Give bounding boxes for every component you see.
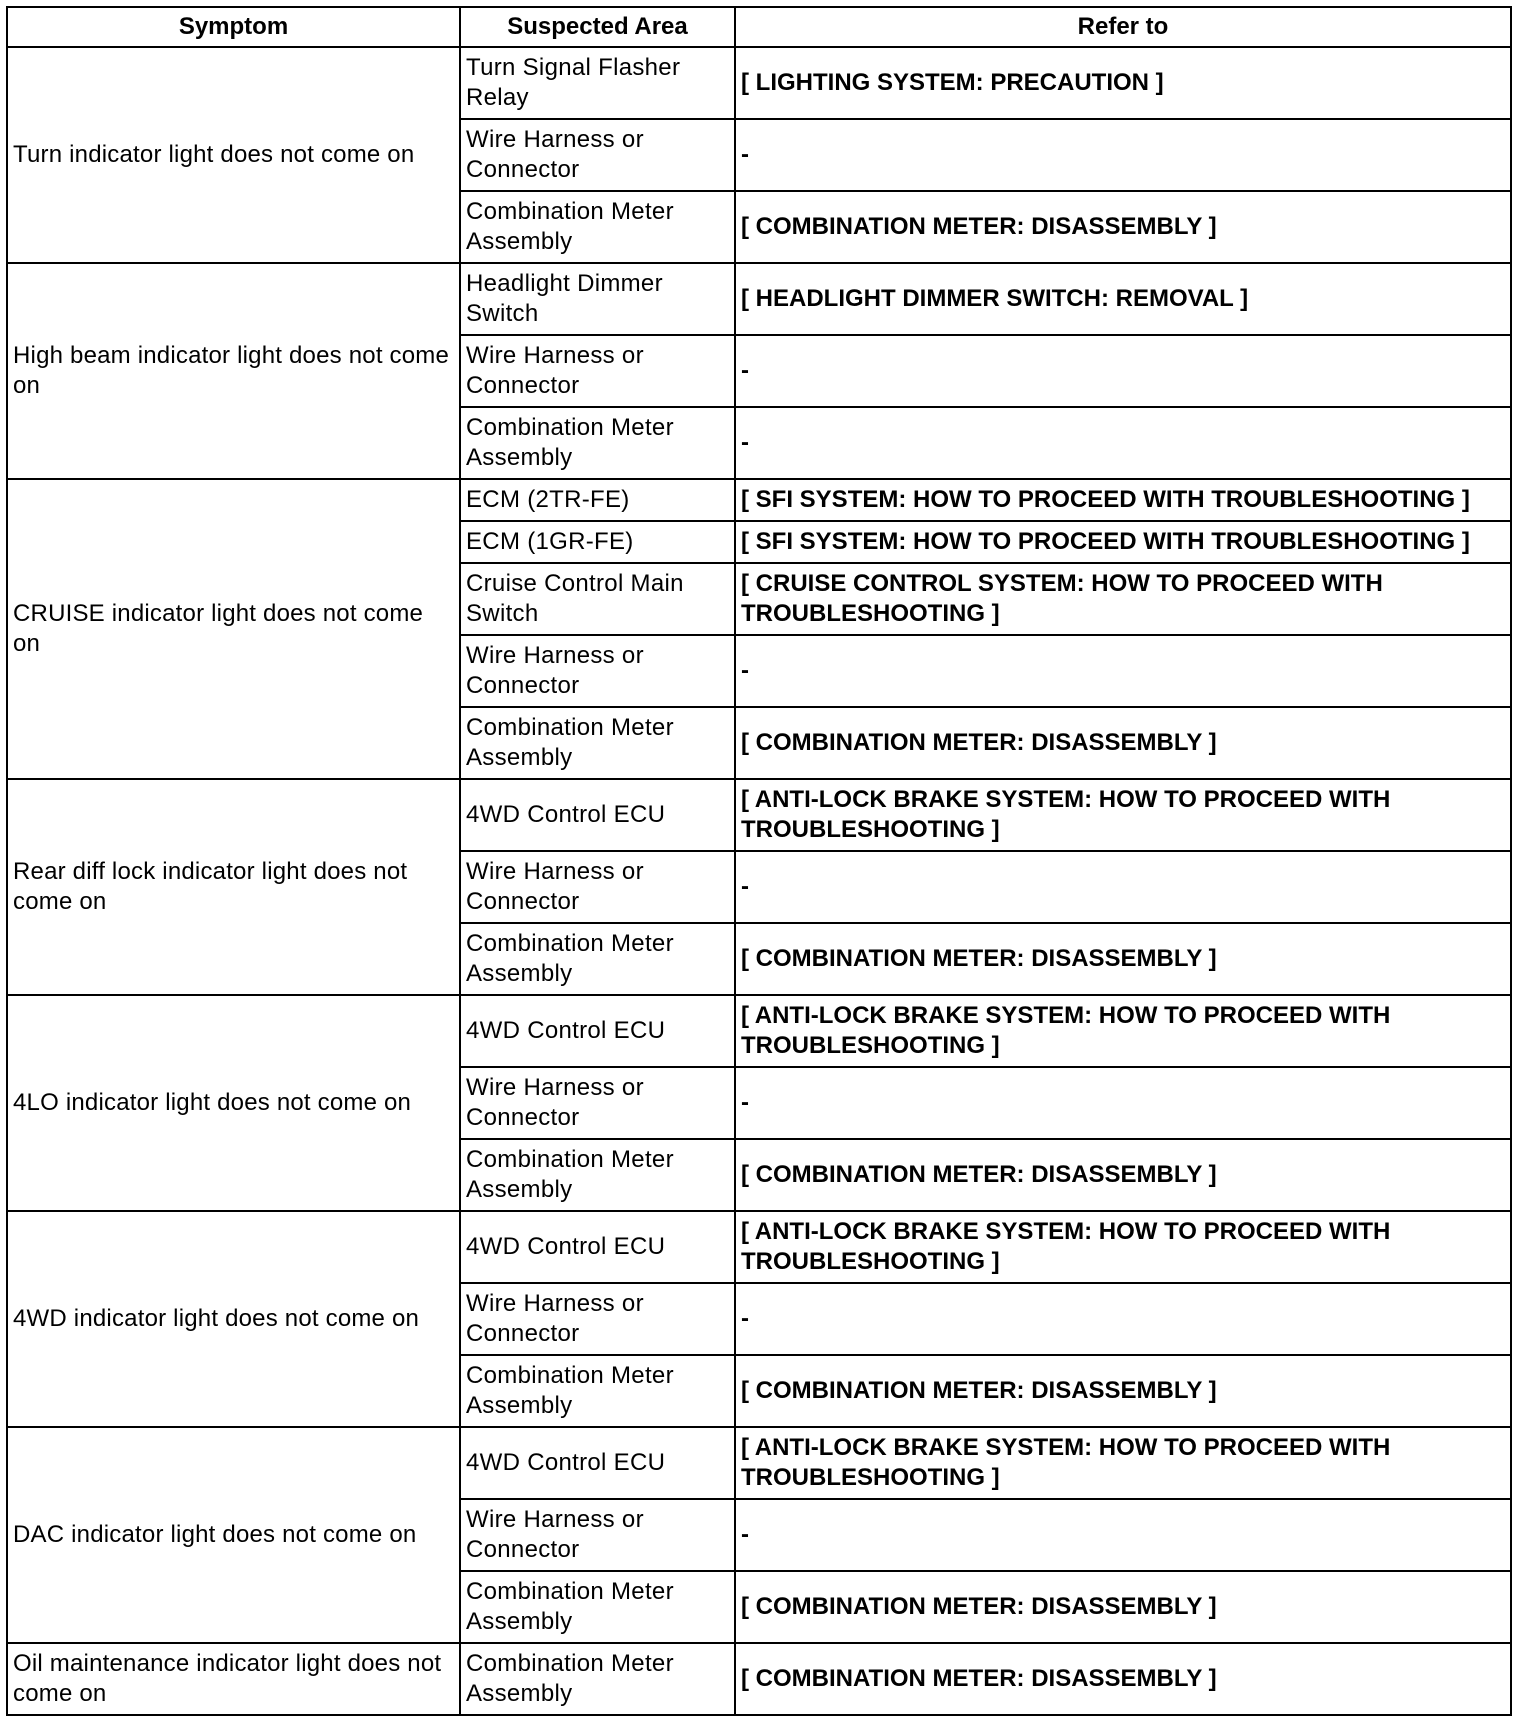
suspected-area-cell: 4WD Control ECU (460, 1211, 735, 1283)
suspected-area-cell: Wire Harness or Connector (460, 335, 735, 407)
symptom-cell: DAC indicator light does not come on (7, 1427, 460, 1643)
header-suspected-area: Suspected Area (460, 7, 735, 47)
table-row (7, 1427, 1511, 1499)
suspected-area-cell: Turn Signal Flasher Relay (460, 47, 735, 119)
table-row (7, 1643, 1511, 1715)
suspected-area-cell: ECM (2TR-FE) (460, 479, 735, 521)
suspected-area-cell: 4WD Control ECU (460, 995, 735, 1067)
table-row (7, 995, 1511, 1067)
refer-to-link[interactable]: [ SFI SYSTEM: HOW TO PROCEED WITH TROUBLESHOOTING ] (735, 521, 1511, 563)
suspected-area-cell: Cruise Control Main Switch (460, 563, 735, 635)
refer-to-link[interactable]: [ COMBINATION METER: DISASSEMBLY ] (735, 707, 1511, 779)
table-row (7, 47, 1511, 119)
suspected-area-cell: Combination Meter Assembly (460, 1139, 735, 1211)
table-row (7, 779, 1511, 851)
refer-to-link[interactable]: [ COMBINATION METER: DISASSEMBLY ] (735, 1139, 1511, 1211)
refer-to-link: - (735, 1067, 1511, 1139)
refer-to-link[interactable]: [ ANTI-LOCK BRAKE SYSTEM: HOW TO PROCEED WITH TROUBLESHOOTING ] (735, 1211, 1511, 1283)
refer-to-link[interactable]: [ ANTI-LOCK BRAKE SYSTEM: HOW TO PROCEED WITH TROUBLESHOOTING ] (735, 779, 1511, 851)
refer-to-link[interactable]: [ ANTI-LOCK BRAKE SYSTEM: HOW TO PROCEED WITH TROUBLESHOOTING ] (735, 1427, 1511, 1499)
refer-to-link[interactable]: [ SFI SYSTEM: HOW TO PROCEED WITH TROUBLESHOOTING ] (735, 479, 1511, 521)
symptom-cell: 4WD indicator light does not come on (7, 1211, 460, 1427)
suspected-area-cell: Wire Harness or Connector (460, 851, 735, 923)
refer-to-link[interactable]: [ COMBINATION METER: DISASSEMBLY ] (735, 1355, 1511, 1427)
refer-to-link[interactable]: [ COMBINATION METER: DISASSEMBLY ] (735, 923, 1511, 995)
table-row (7, 479, 1511, 521)
suspected-area-cell: 4WD Control ECU (460, 1427, 735, 1499)
header-symptom: Symptom (7, 7, 460, 47)
table-row (7, 263, 1511, 335)
suspected-area-cell: Wire Harness or Connector (460, 1283, 735, 1355)
refer-to-link[interactable]: [ ANTI-LOCK BRAKE SYSTEM: HOW TO PROCEED WITH TROUBLESHOOTING ] (735, 995, 1511, 1067)
refer-to-link: - (735, 335, 1511, 407)
symptom-cell: 4LO indicator light does not come on (7, 995, 460, 1211)
refer-to-link: - (735, 119, 1511, 191)
suspected-area-cell: Wire Harness or Connector (460, 635, 735, 707)
suspected-area-cell: Combination Meter Assembly (460, 1571, 735, 1643)
suspected-area-cell: Combination Meter Assembly (460, 407, 735, 479)
suspected-area-cell: Combination Meter Assembly (460, 923, 735, 995)
suspected-area-cell: Headlight Dimmer Switch (460, 263, 735, 335)
refer-to-link[interactable]: [ HEADLIGHT DIMMER SWITCH: REMOVAL ] (735, 263, 1511, 335)
refer-to-link: - (735, 851, 1511, 923)
suspected-area-cell: Wire Harness or Connector (460, 1499, 735, 1571)
symptom-cell: Rear diff lock indicator light does not come on (7, 779, 460, 995)
refer-to-link: - (735, 1283, 1511, 1355)
suspected-area-cell: 4WD Control ECU (460, 779, 735, 851)
suspected-area-cell: Wire Harness or Connector (460, 1067, 735, 1139)
refer-to-link[interactable]: [ LIGHTING SYSTEM: PRECAUTION ] (735, 47, 1511, 119)
header-row (7, 7, 1511, 47)
symptom-cell: Turn indicator light does not come on (7, 47, 460, 263)
header-refer-to: Refer to (735, 7, 1511, 47)
refer-to-link: - (735, 1499, 1511, 1571)
refer-to-link[interactable]: [ CRUISE CONTROL SYSTEM: HOW TO PROCEED WITH TROUBLESHOOTING ] (735, 563, 1511, 635)
suspected-area-cell: Combination Meter Assembly (460, 191, 735, 263)
symptom-cell: CRUISE indicator light does not come on (7, 479, 460, 779)
suspected-area-cell: Combination Meter Assembly (460, 707, 735, 779)
symptom-cell: High beam indicator light does not come on (7, 263, 460, 479)
refer-to-link[interactable]: [ COMBINATION METER: DISASSEMBLY ] (735, 1571, 1511, 1643)
refer-to-link[interactable]: [ COMBINATION METER: DISASSEMBLY ] (735, 191, 1511, 263)
refer-to-link[interactable]: [ COMBINATION METER: DISASSEMBLY ] (735, 1643, 1511, 1715)
table-row (7, 1211, 1511, 1283)
suspected-area-cell: Wire Harness or Connector (460, 119, 735, 191)
symptom-cell: Oil maintenance indicator light does not come on (7, 1643, 460, 1715)
suspected-area-cell: ECM (1GR-FE) (460, 521, 735, 563)
suspected-area-cell: Combination Meter Assembly (460, 1643, 735, 1715)
refer-to-link: - (735, 407, 1511, 479)
problem-symptoms-table (6, 6, 1512, 1716)
suspected-area-cell: Combination Meter Assembly (460, 1355, 735, 1427)
refer-to-link: - (735, 635, 1511, 707)
